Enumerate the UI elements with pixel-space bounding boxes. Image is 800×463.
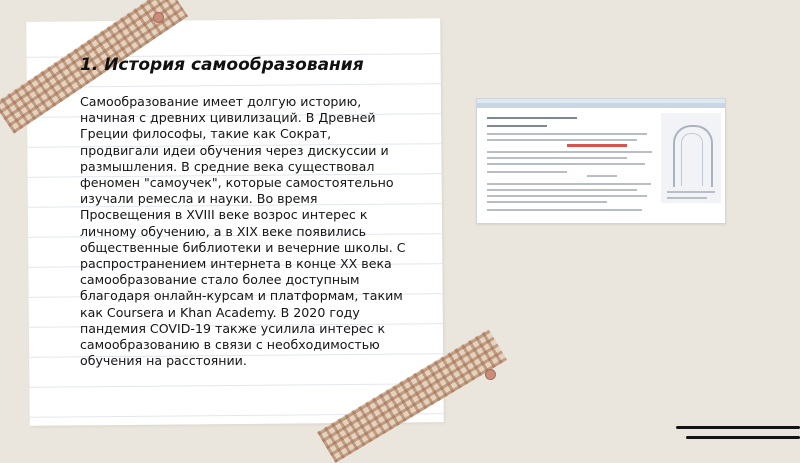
- pin-bottom: [485, 369, 496, 380]
- slide-paragraph: Самообразование имеет долгую историю, начиная с древних цивилизаций. В Древней Греции философы, такие как Сократ, продвигали идеи обучения через дискуссии и размышления. В средние века существовал феномен "самоучек", которые самостоятельно изучали ремесла и науки. Во время Просвещения в XVIII веке возрос интерес к личному обучению, а в XIX веке появились общественные библиотеки и вечерние школы. С распространением интернета в конце XX века самообразование стало более доступным благодаря онлайн-курсам и платформам, таким как Coursera и Khan Academy. В 2020 году пандемия COVID-19 также усилила интерес к самообразованию в связи с необходимостью обучения на расстоянии.: [80, 94, 406, 369]
- decorative-line: [676, 426, 800, 429]
- slide-title: 1. История самообразования: [80, 55, 364, 75]
- decorative-line: [686, 436, 800, 439]
- pin-top: [153, 12, 164, 23]
- website-screenshot-image: [476, 98, 726, 224]
